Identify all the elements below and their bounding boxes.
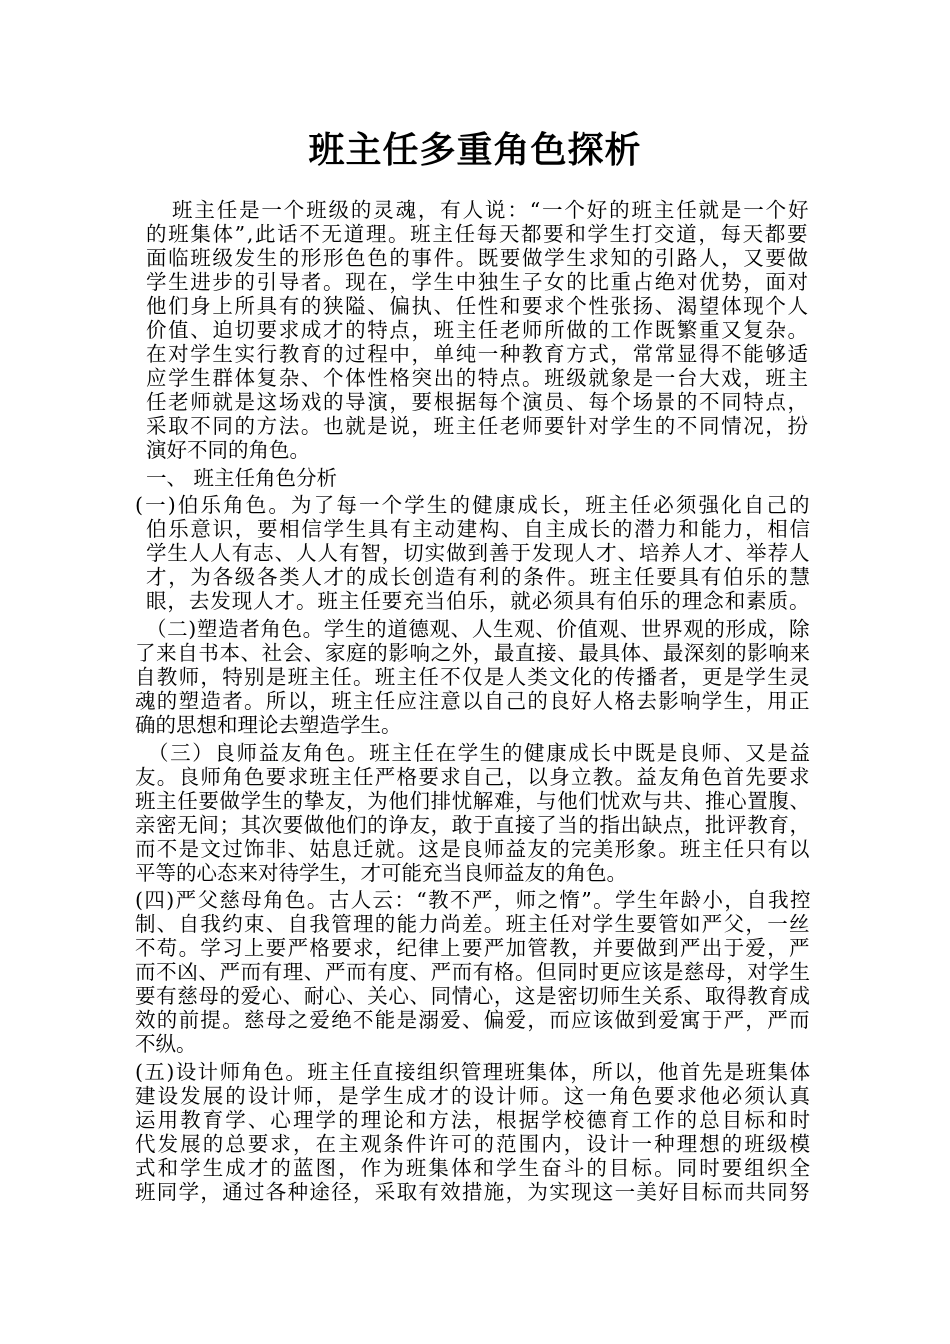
paragraph-line: 班同学，通过各种途径，采取有效措施，为实现这一美好目标而共同努 [135, 1180, 811, 1204]
paragraph-line: 学生人人有志、人人有智，切实做到善于发现人才、培养人才、举荐人 [146, 541, 811, 565]
paragraph-line: 亲密无间；其次要做他们的诤友，敢于直接了当的指出缺点，批评教育， [135, 813, 811, 837]
paragraph-line: 学生进步的引导者。现在，学生中独生子女的比重占绝对优势，面对 [146, 270, 810, 294]
paragraph-line: 而不凶、严而有理、严而有度、严而有格。但同时更应该是慈母，对学生 [135, 960, 811, 984]
paragraph-line: 不苟。学习上要严格要求，纪律上要严加管教，并要做到严出于爱，严 [135, 936, 811, 960]
paragraph-line: （三）良师益友角色。班主任在学生的健康成长中既是良师、又是益 [148, 741, 812, 765]
document-title: 班主任多重角色探析 [308, 130, 642, 171]
paragraph-line: 演好不同的角色。 [146, 438, 310, 462]
paragraph-line: 他们身上所具有的狭隘、偏执、任性和要求个性张扬、渴望体现个人 [146, 294, 810, 318]
paragraph-line: 代发展的总要求，在主观条件许可的范围内，设计一种理想的班级模 [135, 1132, 813, 1156]
paragraph-line: 运用教育学、心理学的理论和方法，根据学校德育工作的总目标和时 [135, 1108, 813, 1132]
paragraph-line: 确的思想和理论去塑造学生。 [135, 713, 402, 737]
paragraph-line: (一)伯乐角色。为了每一个学生的健康成长，班主任必须强化自己的 [135, 493, 812, 517]
paragraph-line: 采取不同的方法。也就是说，班主任老师要针对学生的不同情况，扮 [146, 414, 810, 438]
paragraph-line: （二)塑造者角色。学生的道德观、人生观、价值观、世界观的形成，除 [146, 617, 811, 641]
paragraph-line: 在对学生实行教育的过程中，单纯一种教育方式，常常显得不能够适 [146, 342, 810, 366]
paragraph-line: 面临班级发生的形形色色的事件。既要做学生求知的引路人，又要做 [146, 246, 810, 270]
paragraph-line: 制、自我约束、自我管理的能力尚差。班主任对学生要管如严父，一丝 [135, 912, 811, 936]
paragraph-line: 眼，去发现人才。班主任要充当伯乐，就必须具有伯乐的理念和素质。 [146, 589, 811, 613]
paragraph-line: 自教师，特别是班主任。班主任不仅是人类文化的传播者，更是学生灵 [135, 665, 811, 689]
paragraph-line: 价值、迫切要求成才的特点，班主任老师所做的工作既繁重又复杂。 [146, 318, 810, 342]
paragraph-line: 了来自书本、社会、家庭的影响之外，最直接、最具体、最深刻的影响来 [135, 641, 811, 665]
paragraph-line: 才，为各级各类人才的成长创造有利的条件。班主任要具有伯乐的慧 [146, 565, 812, 589]
paragraph-line: 班主任是一个班级的灵魂，有人说：“一个好的班主任就是一个好 [172, 198, 811, 222]
paragraph-line: 效的前提。慈母之爱绝不能是溺爱、偏爱，而应该做到爱寓于严，严而 [135, 1008, 811, 1032]
paragraph-line: 伯乐意识，要相信学生具有主动建构、自主成长的潜力和能力，相信 [146, 517, 812, 541]
paragraph-line: 魂的塑造者。所以，班主任应注意以自己的良好人格去影响学生，用正 [135, 689, 811, 713]
paragraph-line: 式和学生成才的蓝图，作为班集体和学生奋斗的目标。同时要组织全 [135, 1156, 813, 1180]
paragraph-line: (四)严父慈母角色。古人云：“教不严，师之惰”。学生年龄小，自我控 [135, 888, 812, 912]
paragraph-line: 一、 班主任角色分析 [146, 466, 338, 490]
paragraph-line: 要有慈母的爱心、耐心、关心、同情心，这是密切师生关系、取得教育成 [135, 984, 811, 1008]
paragraph-line: 平等的心态来对待学生，才可能充当良师益友的角色。 [135, 861, 627, 885]
paragraph-line: 应学生群体复杂、个体性格突出的特点。班级就象是一台大戏，班主 [146, 366, 810, 390]
paragraph-line: (五)设计师角色。班主任直接组织管理班集体，所以，他首先是班集体 [135, 1060, 812, 1084]
paragraph-line: 的班集体”,此话不无道理。班主任每天都要和学生打交道，每天都要 [146, 222, 810, 246]
paragraph-line: 而不是文过饰非、姑息迁就。这是良师益友的完美形象。班主任只有以 [135, 837, 811, 861]
paragraph-line: 建设发展的设计师，是学生成才的设计师。这一角色要求他必须认真 [135, 1084, 813, 1108]
paragraph-line: 任老师就是这场戏的导演，要根据每个演员、每个场景的不同特点， [146, 390, 810, 414]
paragraph-line: 友。良师角色要求班主任严格要求自己，以身立教。益友角色首先要求 [135, 765, 811, 789]
paragraph-line: 班主任要做学生的挚友，为他们排忧解难，与他们忧欢与共、推心置腹、 [135, 789, 811, 813]
paragraph-line: 不纵。 [135, 1032, 197, 1056]
